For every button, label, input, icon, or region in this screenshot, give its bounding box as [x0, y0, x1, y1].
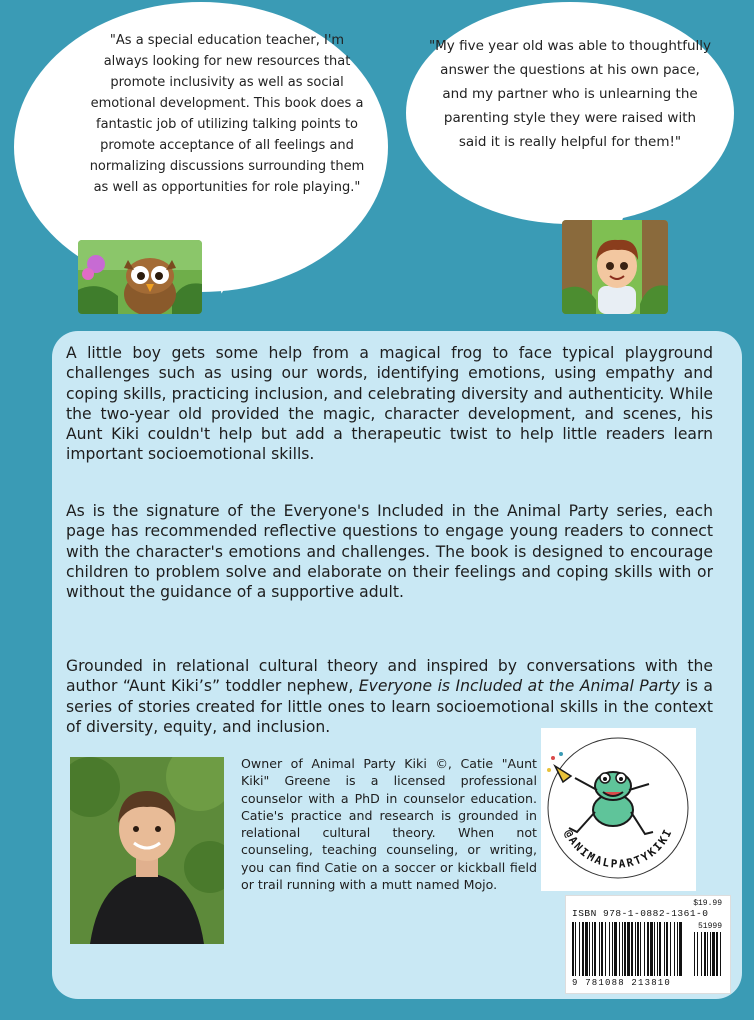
right-testimonial: "My five year old was able to thoughtfully answer the questions at his own pace, and my partner who is unlearning the parenting style they were raised with said it is really helpful for them!" [428, 38, 712, 150]
left-testimonial: "As a special education teacher, I'm always looking for new resources that promote inclusivity as well as social emotional development. This book does a fantastic job of utilizing talking points to promote acceptance of all feelings and normalizing discussions surrounding them as well as opportunities for role playing." [89, 33, 365, 195]
series-title: Everyone is Included at the Animal Party [358, 677, 681, 696]
logo-handle: @ANIMALPARTYKIKI [561, 825, 676, 871]
author-photo [70, 757, 224, 944]
boy-illustration [562, 220, 668, 314]
barcode-digits: 9 781088 213810 [572, 978, 672, 988]
owl-illustration [78, 240, 202, 314]
animal-party-kiki-logo [541, 728, 696, 891]
svg-text:@ANIMALPARTYKIKI [562, 826, 675, 871]
description-paragraph-2: As is the signature of the Everyone's Included in the Animal Party series, each page has recommended reflective questions to engage young readers to connect with the character's emotions and challenges. The book is designed to encourage children to problem solve and elaborate on their feelings and coping skills with or without the guidance of a supportive adult. [66, 502, 713, 602]
isbn-label: ISBN 978-1-0882-1361-0 [572, 908, 709, 919]
paragraph-3-outro: is a series of stories created for little ones to learn socioemotional skills in the context of diversity, equity, and inclusion. [66, 677, 713, 736]
description-paragraph-3 [66, 656, 713, 737]
barcode-addon: 51999 [697, 922, 722, 931]
price-label: $19.99 [693, 899, 722, 908]
paragraph-3-intro: Grounded in relational cultural theory and inspired by conversations with the author “Aunt Kiki’s” toddler nephew, [66, 657, 713, 696]
author-bio: Owner of Animal Party Kiki ©, Catie "Aunt Kiki" Greene is a licensed professional counselor with a PhD in counselor education. Catie's practice and research is grounded in relational cultural theory. When not counseling, teaching counseling, or writing, you can find Catie on a soccer or kickball field or trail running with a mutt named Mojo. [241, 756, 537, 893]
description-paragraph-1: A little boy gets some help from a magical frog to face typical playground challenges such as using our words, identifying emotions, using empathy and coping skills, practicing inclusion, and celebrating diversity and authenticity. While the two-year old provided the magic, character development, and scenes, his Aunt Kiki couldn't help but add a therapeutic twist to help little readers learn important socioemotional skills. [66, 344, 713, 464]
isbn-barcode [565, 895, 731, 994]
